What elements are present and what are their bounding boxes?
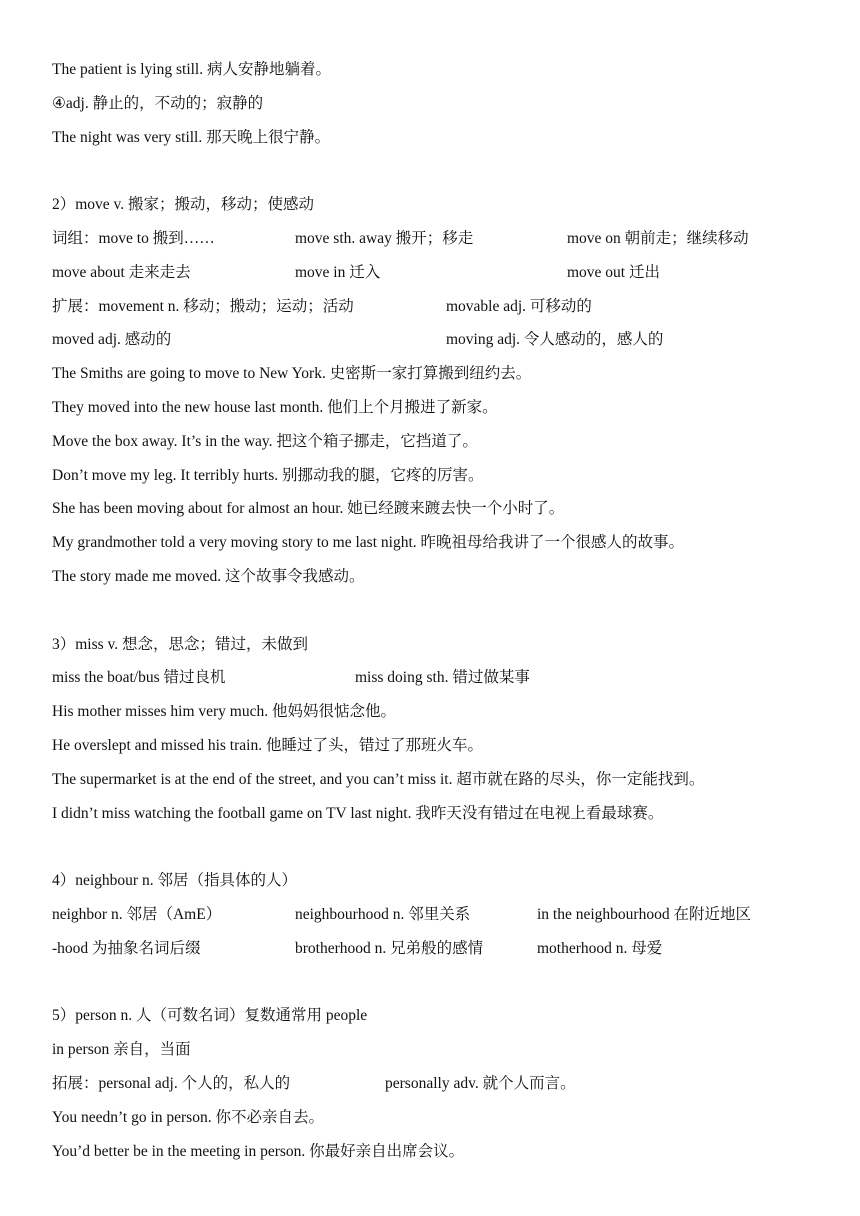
sentence-line: They moved into the new house last month. 他们上个月搬进了新家。 bbox=[52, 398, 498, 416]
extension-row bbox=[52, 292, 832, 326]
sentence-line: I didn’t miss watching the football game on TV last night. 我昨天没有错过在电视上看最球赛。 bbox=[52, 804, 664, 822]
phrase-row bbox=[52, 258, 832, 292]
extension: moving adj. 令人感动的，感人的 bbox=[446, 331, 664, 349]
spacer bbox=[52, 596, 832, 630]
sentence-line: The story made me moved. 这个故事令我感动。 bbox=[52, 567, 365, 585]
phrase: -hood 为抽象名词后缀 bbox=[52, 939, 201, 957]
sentence-line: The supermarket is at the end of the street, and you can’t miss it. 超市就在路的尽头，你一定能找到。 bbox=[52, 770, 705, 788]
phrase: miss the boat/bus 错过良机 bbox=[52, 669, 226, 687]
definition-line: ④adj. 静止的，不动的；寂静的 bbox=[52, 94, 264, 112]
extension: movable adj. 可移动的 bbox=[446, 297, 592, 315]
sentence-line: Move the box away. It’s in the way. 把这个箱子挪走，它挡道了。 bbox=[52, 432, 478, 450]
phrase-row bbox=[52, 900, 832, 934]
phrase: miss doing sth. 错过做某事 bbox=[355, 669, 530, 687]
phrase: neighbor n. 邻居（AmE） bbox=[52, 905, 222, 923]
phrase-row bbox=[52, 934, 832, 968]
phrase: 词组：move to 搬到…… bbox=[52, 229, 215, 247]
sentence-line: The night was very still. 那天晚上很宁静。 bbox=[52, 128, 331, 146]
phrase: move on 朝前走；继续移动 bbox=[567, 229, 749, 247]
phrase: move in 迁入 bbox=[295, 263, 381, 281]
phrase: brotherhood n. 兄弟般的感情 bbox=[295, 939, 484, 957]
entry-heading-person: 5）person n. 人（可数名词）复数通常用 people bbox=[52, 1007, 368, 1025]
sentence-line: You needn’t go in person. 你不必亲自去。 bbox=[52, 1108, 324, 1126]
sentence-line: You’d better be in the meeting in person. 你最好亲自出席会议。 bbox=[52, 1142, 465, 1160]
sentence-line: Don’t move my leg. It terribly hurts. 别挪动我的腿，它疼的厉害。 bbox=[52, 466, 484, 484]
sentence-line: His mother misses him very much. 他妈妈很惦念他。 bbox=[52, 703, 396, 721]
extension: moved adj. 感动的 bbox=[52, 331, 172, 349]
extension-row bbox=[52, 325, 832, 359]
extension: 扩展：movement n. 移动；搬动；运动；活动 bbox=[52, 297, 354, 315]
extension: 拓展：personal adj. 个人的，私人的 bbox=[52, 1074, 291, 1092]
phrase: move about 走来走去 bbox=[52, 263, 191, 281]
entry-heading-move: 2）move v. 搬家；搬动，移动；使感动 bbox=[52, 196, 315, 214]
phrase: move out 迁出 bbox=[567, 263, 660, 281]
phrase: neighbourhood n. 邻里关系 bbox=[295, 905, 471, 923]
sentence-line: He overslept and missed his train. 他睡过了头，错过了那班火车。 bbox=[52, 736, 483, 754]
phrase: in person 亲自，当面 bbox=[52, 1041, 191, 1059]
sentence-line: She has been moving about for almost an hour. 她已经踱来踱去快一个小时了。 bbox=[52, 500, 565, 518]
phrase-row bbox=[52, 663, 832, 697]
phrase: move sth. away 搬开；移走 bbox=[295, 229, 474, 247]
phrase-row bbox=[52, 224, 832, 258]
entry-heading-neighbour: 4）neighbour n. 邻居（指具体的人） bbox=[52, 872, 297, 890]
sentence-line: The Smiths are going to move to New York. 史密斯一家打算搬到纽约去。 bbox=[52, 365, 532, 383]
entry-heading-miss: 3）miss v. 想念，思念；错过，未做到 bbox=[52, 635, 309, 653]
spacer bbox=[52, 968, 832, 1002]
sentence-line: My grandmother told a very moving story to me last night. 昨晚祖母给我讲了一个很感人的故事。 bbox=[52, 534, 685, 552]
phrase: motherhood n. 母爱 bbox=[537, 939, 663, 957]
phrase: in the neighbourhood 在附近地区 bbox=[537, 905, 751, 923]
document-page bbox=[52, 55, 832, 1170]
spacer bbox=[52, 156, 832, 190]
extension: personally adv. 就个人而言。 bbox=[385, 1074, 576, 1092]
spacer bbox=[52, 832, 832, 866]
sentence-line: The patient is lying still. 病人安静地躺着。 bbox=[52, 61, 331, 78]
extension-row bbox=[52, 1069, 832, 1103]
